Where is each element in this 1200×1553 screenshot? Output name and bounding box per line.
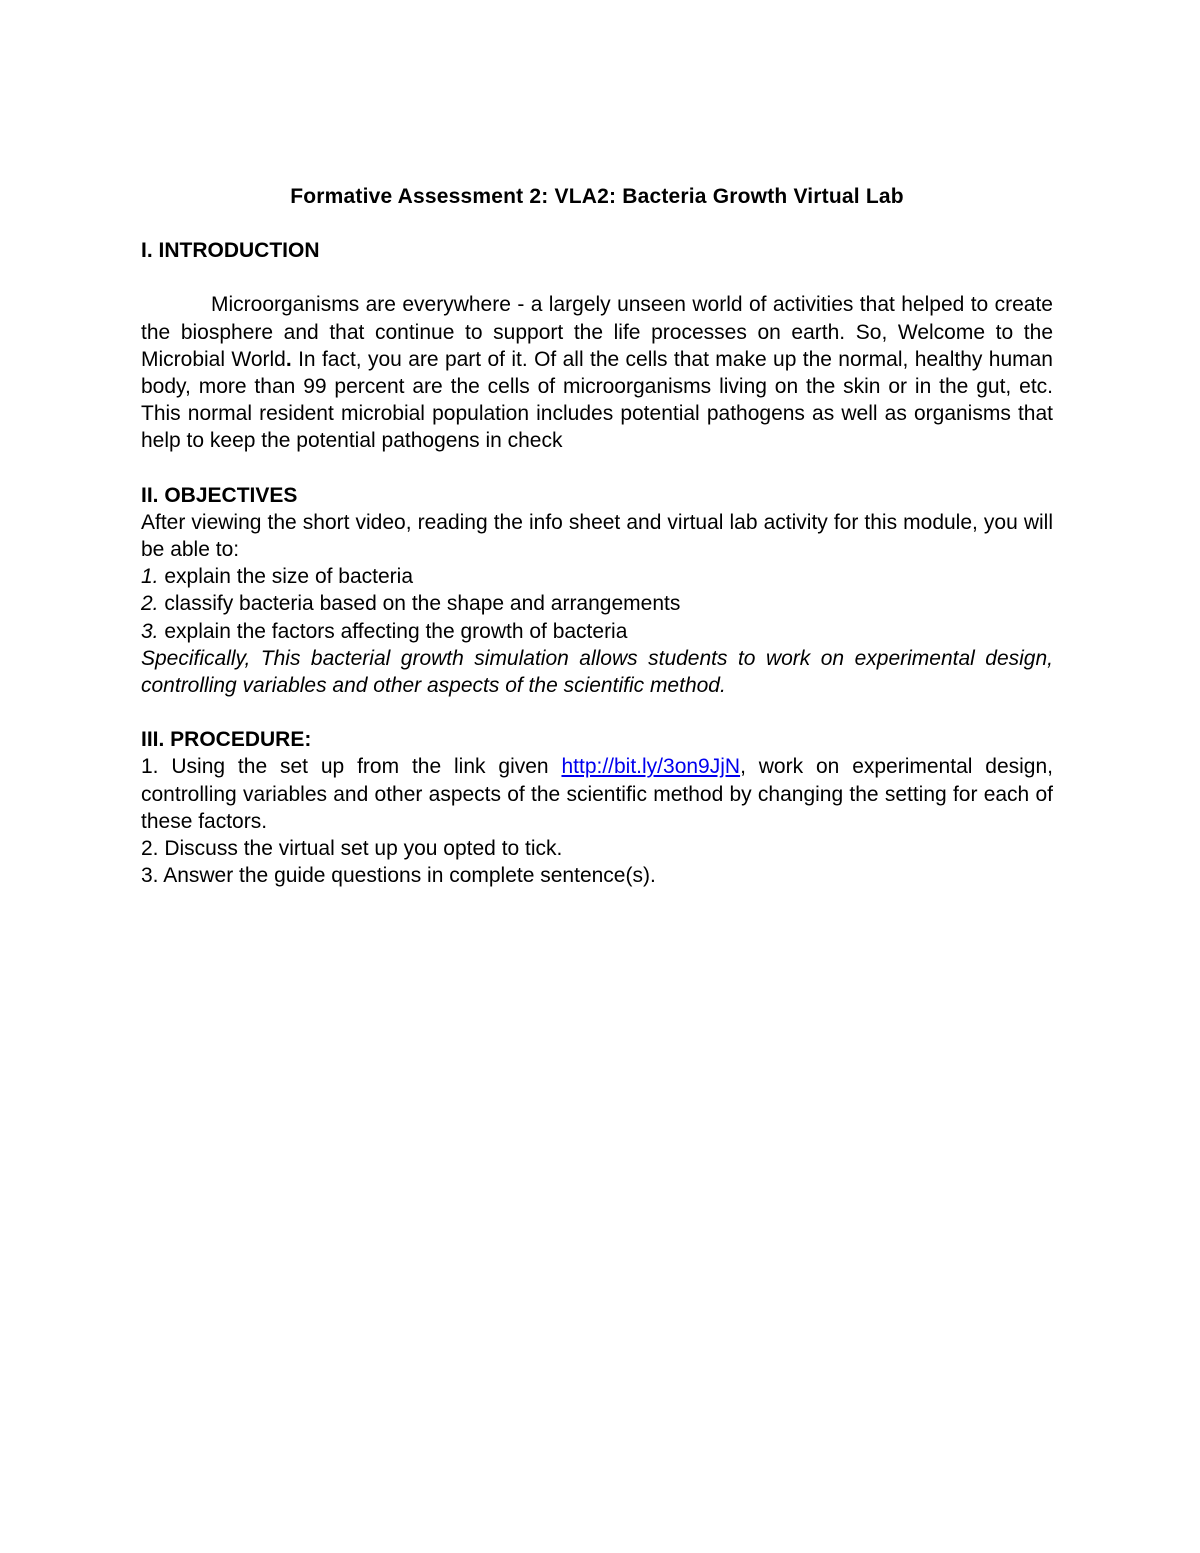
document-title: Formative Assessment 2: VLA2: Bacteria Growth Virtual Lab xyxy=(290,185,904,208)
objective-text: explain the factors affecting the growth of bacteria xyxy=(158,619,628,643)
objectives-intro: After viewing the short video, reading the info sheet and virtual lab activity for this module, you will be able to: xyxy=(141,510,1053,562)
spacer xyxy=(141,699,1053,726)
procedure-section xyxy=(141,726,1053,889)
objective-number: 1. xyxy=(141,565,159,589)
objectives-heading: II. OBJECTIVES xyxy=(141,483,298,507)
objective-text: classify bacteria based on the shape and arrangements xyxy=(158,592,681,616)
introduction-text-part1: Microorganisms are everywhere - a largely unseen world of activities that helped to create the biosphere and that continue to support the life processes on earth. So, Welcome to the Microbial World xyxy=(141,293,1053,371)
objective-number: 2. xyxy=(141,592,159,616)
objective-text: explain the size of bacteria xyxy=(158,565,413,589)
procedure-heading: III. PROCEDURE: xyxy=(141,728,312,752)
introduction-paragraph xyxy=(141,291,1053,454)
introduction-section xyxy=(141,237,1053,454)
objective-item-2 xyxy=(141,590,1053,617)
introduction-heading: I. INTRODUCTION xyxy=(141,239,320,263)
document-page xyxy=(141,183,1053,889)
objectives-section xyxy=(141,482,1053,700)
objective-item-3 xyxy=(141,618,1053,645)
introduction-bold-period: . xyxy=(285,347,292,371)
lab-link[interactable]: http://bit.ly/3on9JjN xyxy=(561,755,741,779)
introduction-text-part2: In fact, you are part of it. Of all the cells that make up the normal, healthy human body, more than 99 percent are the cells of microorganisms living on the skin or in the gut, etc. This normal resident microbial population includes potential pathogens as well as organisms that help to keep the potential pathogens in check xyxy=(141,347,1053,453)
objective-number: 3. xyxy=(141,619,159,643)
spacer xyxy=(141,455,1053,482)
spacer xyxy=(141,264,1053,291)
objective-item-1 xyxy=(141,563,1053,590)
procedure-step-1-text: 1. Using the set up from the link given xyxy=(141,755,562,779)
procedure-step-1 xyxy=(141,753,1053,835)
objectives-specific-note: Specifically, This bacterial growth simulation allows students to work on experimental design, controlling variables and other aspects of the scientific method. xyxy=(141,646,1053,698)
procedure-step-1-rest: , work on experimental design, controlling variables and other aspects of the scientific method by changing the setting for each of these factors. xyxy=(141,755,1053,833)
procedure-step-3: 3. Answer the guide questions in complete sentence(s). xyxy=(141,864,656,888)
procedure-step-2: 2. Discuss the virtual set up you opted to tick. xyxy=(141,837,563,861)
